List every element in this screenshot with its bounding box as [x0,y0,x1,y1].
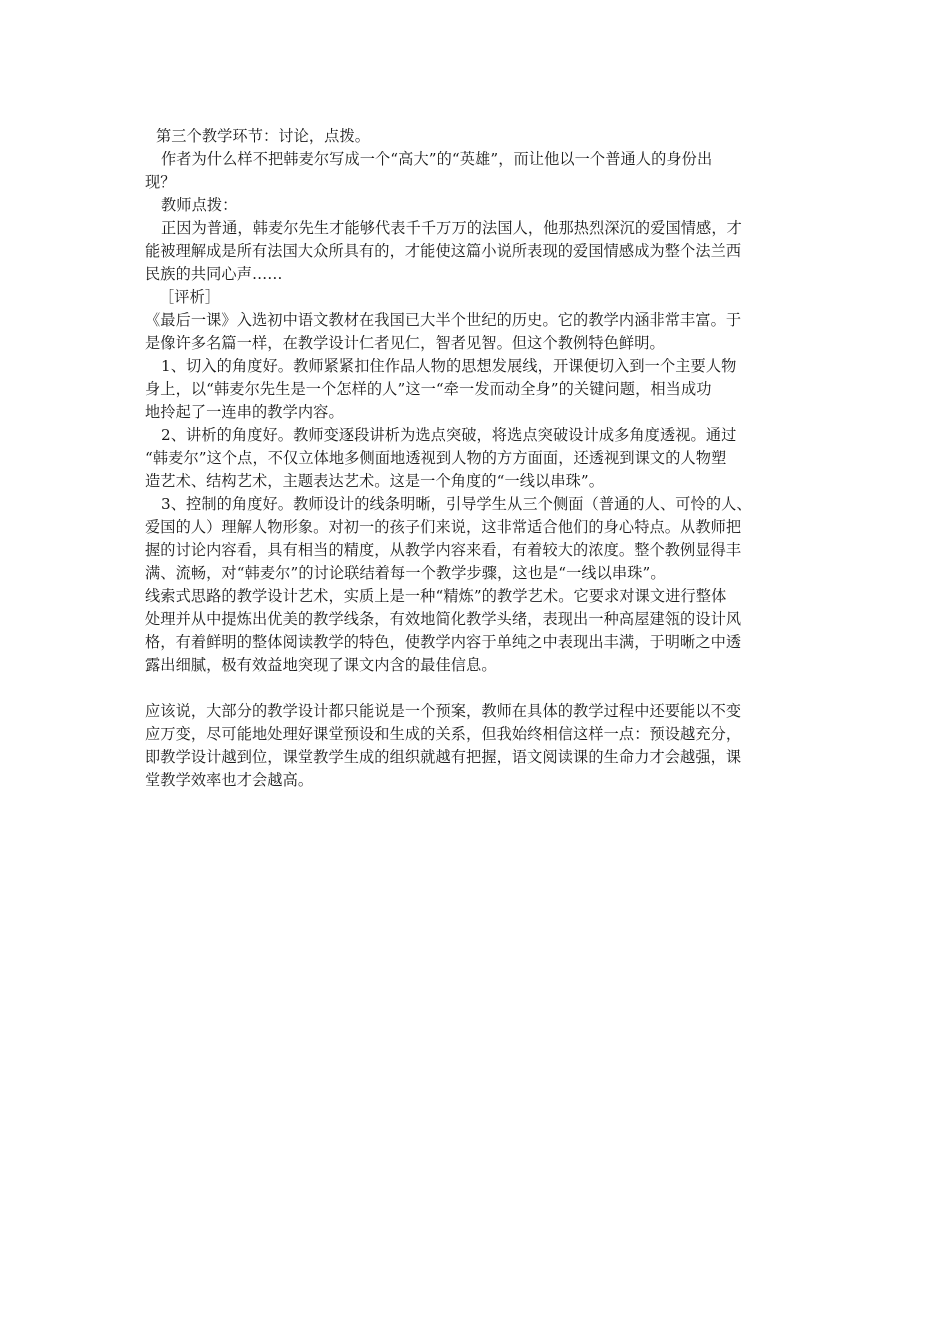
summary-line: 处理并从中提炼出优美的教学线条，有效地简化教学头绪，表现出一种高屋建瓴的设计风 [145,610,742,628]
commentary-label: ［评析］ [159,288,221,306]
conclusion-line: 堂教学效率也才会越高。 [145,771,314,789]
teacher-guidance-label: 教师点拨： [161,196,238,214]
summary-line: 格，有着鲜明的整体阅读教学的特色，使教学内容于单纯之中表现出丰满，于明晰之中透 [145,633,742,651]
commentary-line: 《最后一课》入选初中语文教材在我国已大半个世纪的历史。它的教学内涵非常丰富。于 [145,311,742,329]
point-one-line: 身上，以“韩麦尔先生是一个怎样的人”这一“牵一发而动全身”的关键问题，相当成功 [145,380,712,398]
guidance-line: 能被理解成是所有法国大众所具有的，才能使这篇小说所表现的爱国情感成为整个法兰西 [145,242,742,260]
commentary-line: 是像许多名篇一样，在教学设计仁者见仁，智者见智。但这个教例特色鲜明。 [145,334,665,352]
conclusion-line: 应该说，大部分的教学设计都只能说是一个预案，教师在具体的教学过程中还要能以不变 [145,702,742,720]
point-three-line: 爱国的人）理解人物形象。对初一的孩子们来说，这非常适合他们的身心特点。从教师把 [145,518,742,536]
question-line: 现？ [145,173,176,191]
point-three-line: 满、流畅，对“韩麦尔”的讨论联结着每一个教学步骤，这也是“一线以串珠”。 [145,564,666,582]
conclusion-line: 应万变，尽可能地处理好课堂预设和生成的关系，但我始终相信这样一点：预设越充分， [145,725,742,743]
conclusion-line: 即教学设计越到位，课堂教学生成的组织就越有把握，语文阅读课的生命力才会越强，课 [145,748,742,766]
summary-line: 露出细腻，极有效益地突现了课文内含的最佳信息。 [145,656,497,674]
point-one-line: 1、切入的角度好。教师紧紧扣住作品人物的思想发展线，开课便切入到一个主要人物 [161,357,737,375]
paragraph-spacer [145,677,815,700]
point-two-line: “韩麦尔”这个点，不仅立体地多侧面地透视到人物的方方面面，还透视到课文的人物塑 [145,449,727,467]
summary-line: 线索式思路的教学设计艺术，实质上是一种“精炼”的教学艺术。它要求对课文进行整体 [145,587,727,605]
guidance-line: 民族的共同心声…… [145,265,283,283]
point-three-line: 3、控制的角度好。教师设计的线条明晰，引导学生从三个侧面（普通的人、可怜的人、 [161,495,752,513]
section-heading: 第三个教学环节：讨论，点拨。 [156,127,371,145]
document-body [145,125,815,792]
question-line: 作者为什么样不把韩麦尔写成一个“高大”的“英雄”，而让他以一个普通人的身份出 [161,150,713,168]
point-two-line: 2、讲析的角度好。教师变逐段讲析为选点突破，将选点突破设计成多角度透视。通过 [161,426,737,444]
guidance-line: 正因为普通，韩麦尔先生才能够代表千千万万的法国人，他那热烈深沉的爱国情感，才 [161,219,742,237]
point-three-line: 握的讨论内容看，具有相当的精度，从教学内容来看，有着较大的浓度。整个教例显得丰 [145,541,742,559]
point-two-line: 造艺术、结构艺术，主题表达艺术。这是一个角度的“一线以串珠”。 [145,472,605,490]
point-one-line: 地拎起了一连串的教学内容。 [145,403,344,421]
